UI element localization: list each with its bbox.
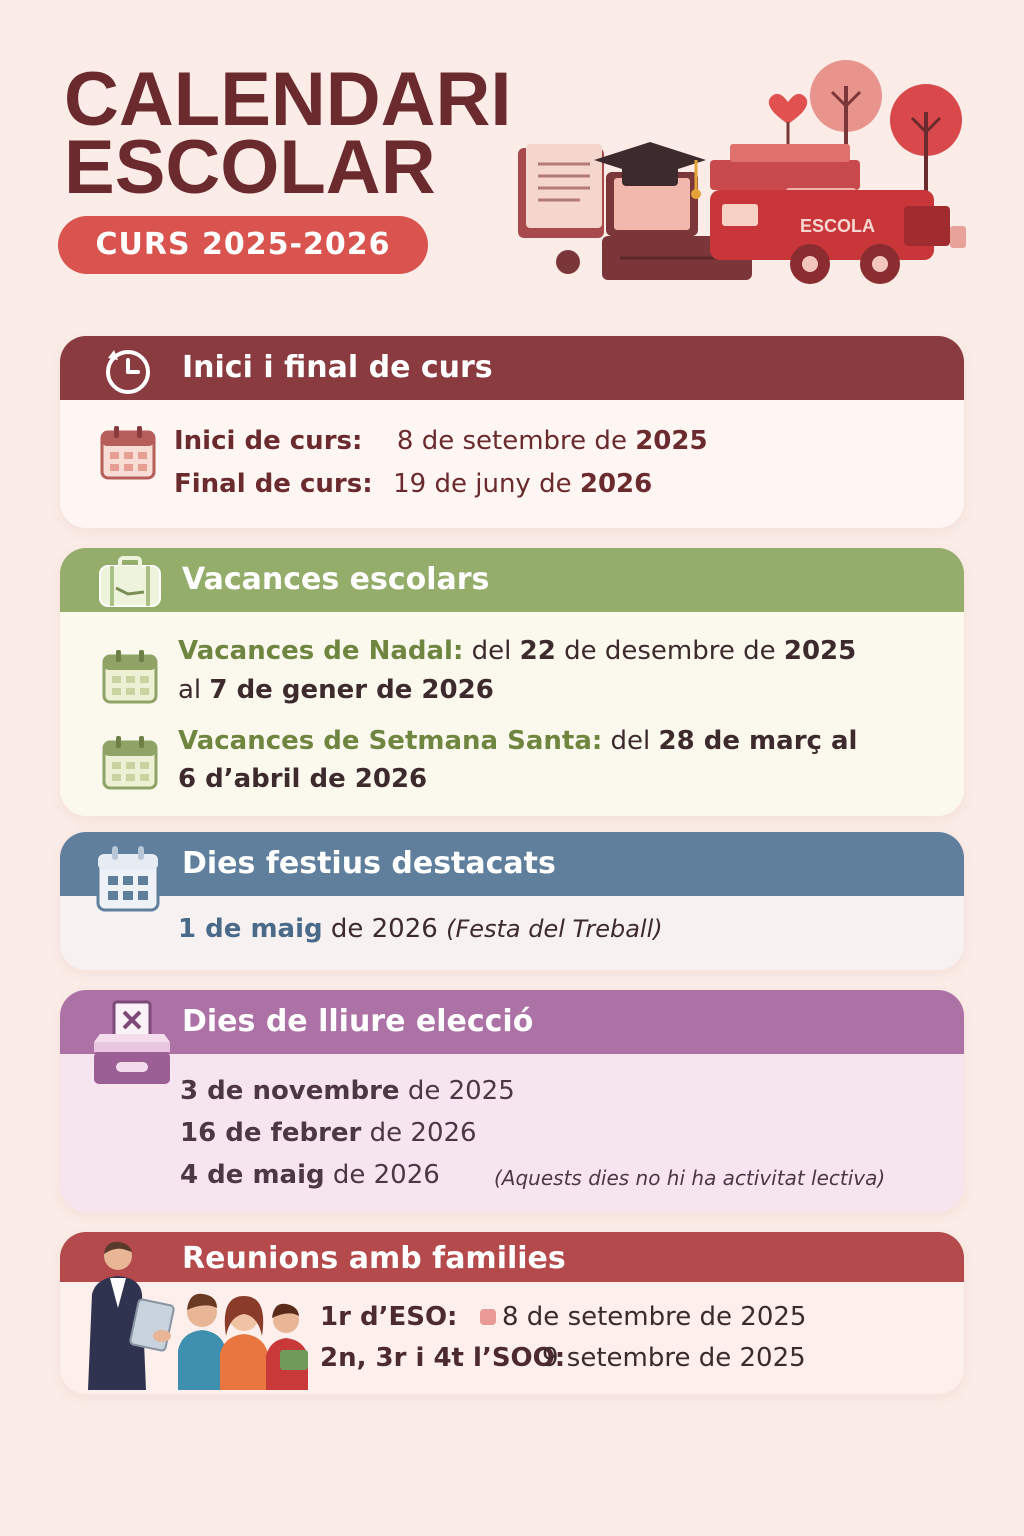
nadal-label: Vacances de Nadal:	[178, 636, 464, 666]
section-inici-final	[60, 336, 964, 528]
end-label: Final de curs:	[174, 469, 373, 499]
bullet-square	[480, 1309, 496, 1325]
santa-row	[178, 726, 857, 756]
lliure-d2-year: de 2026	[361, 1118, 477, 1148]
nadal-end-date: 7 de gener de 2026	[209, 675, 494, 705]
festiu-date: 1 de maig	[178, 914, 323, 944]
lliure-d1-day: 3 de novembre	[180, 1076, 400, 1106]
festiu-row	[178, 914, 663, 944]
end-row	[174, 469, 652, 499]
course-badge: CURS 2025-2026	[58, 216, 428, 274]
nadal-start-year: 2025	[783, 636, 857, 666]
title-line-2: ESCOLAR	[64, 125, 436, 210]
page-title	[64, 57, 512, 210]
santa-label: Vacances de Setmana Santa:	[178, 726, 603, 756]
lliure-date-1	[180, 1076, 515, 1106]
section-header-inici	[60, 336, 964, 400]
santa-end: 6 d’abril de 2026	[178, 764, 428, 794]
calendar-icon	[102, 648, 160, 704]
section-lliure-eleccio	[60, 990, 964, 1212]
calendar-icon	[102, 734, 160, 790]
people-icon	[84, 1240, 314, 1390]
section-vacances	[60, 548, 964, 816]
lliure-d3-year: de 2026	[324, 1160, 440, 1190]
section-title-festius: Dies festius destacats	[182, 846, 556, 881]
section-title-reunions: Reunions amb families	[182, 1241, 566, 1276]
reunio-2-date: 9 setembre de 2025	[542, 1343, 806, 1373]
ballot-box-icon	[90, 1000, 174, 1086]
calendar-icon	[96, 844, 160, 912]
reunio-1-date: 8 de setembre de 2025	[502, 1302, 807, 1332]
santa-start: 28 de març al	[658, 726, 858, 756]
lliure-d2-day: 16 de febrer	[180, 1118, 362, 1148]
nadal-start-day: 22	[519, 636, 556, 666]
lliure-d1-year: de 2025	[399, 1076, 515, 1106]
festiu-year: de 2026	[322, 914, 447, 944]
santa-del: del	[602, 726, 659, 756]
nadal-row-2	[178, 675, 494, 705]
nadal-al: al	[178, 675, 210, 705]
reunio-1-label: 1r d’ESO:	[320, 1302, 458, 1332]
section-festius	[60, 832, 964, 970]
section-header-lliure	[60, 990, 964, 1054]
start-row	[174, 426, 708, 456]
suitcase-icon	[98, 554, 162, 610]
school-sign: ESCOLA	[800, 216, 876, 236]
end-date: 19 de juny de	[393, 469, 580, 499]
section-header-vacances	[60, 548, 964, 612]
end-year: 2026	[579, 469, 653, 499]
section-title-vacances: Vacances escolars	[182, 562, 490, 597]
header	[0, 0, 1024, 320]
reunio-2-label: 2n, 3r i 4t l’SOO:	[320, 1343, 566, 1373]
start-year: 2025	[635, 426, 708, 456]
start-label: Inici de curs:	[174, 426, 363, 456]
nadal-start-month: de desembre de	[555, 636, 784, 666]
section-header-festius	[60, 832, 964, 896]
section-title-lliure: Dies de lliure elecció	[182, 1004, 534, 1039]
school-illustration-icon	[510, 56, 980, 296]
start-date: 8 de setembre de	[396, 426, 636, 456]
clock-icon	[98, 342, 154, 398]
calendar-icon	[100, 424, 158, 480]
nadal-del: del	[463, 636, 520, 666]
lliure-d3-day: 4 de maig	[180, 1160, 325, 1190]
nadal-row	[178, 636, 856, 666]
title-line-1: CALENDARI	[64, 57, 512, 142]
lliure-date-3	[180, 1160, 440, 1190]
section-reunions	[60, 1232, 964, 1394]
section-title-inici: Inici i final de curs	[182, 350, 493, 385]
lliure-note: (Aquests dies no hi ha activitat lectiva)	[494, 1166, 886, 1190]
festiu-note: (Festa del Treball)	[446, 915, 663, 943]
lliure-date-2	[180, 1118, 477, 1148]
